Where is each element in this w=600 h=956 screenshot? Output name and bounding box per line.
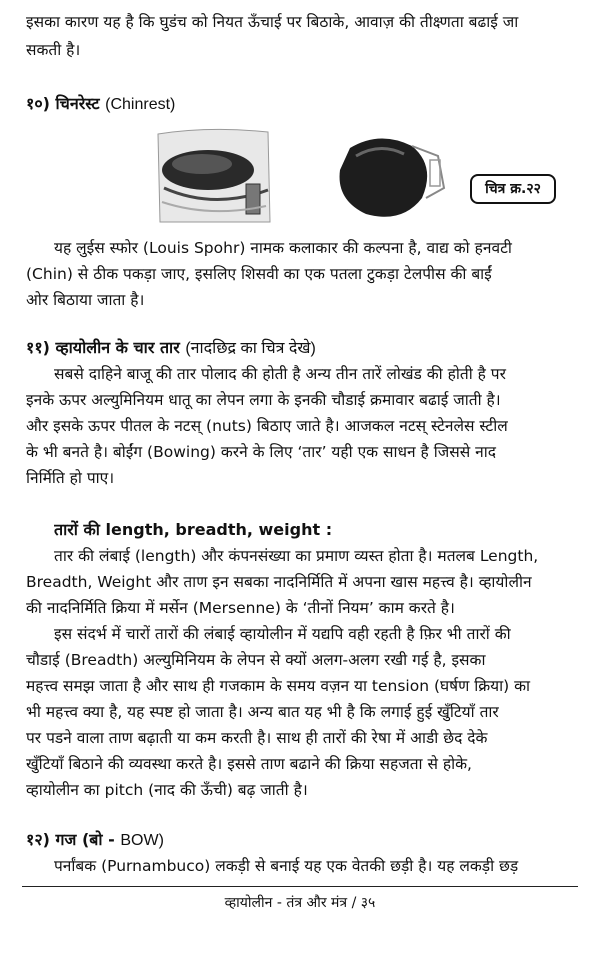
text-line: Breadth, Weight और ताण इन सबका नादनिर्मिति में अपना खास महत्त्व है। व्हायोलीन [26,573,532,591]
section-heading-four-strings [26,336,576,361]
text-line: चौडाई (Breadth) अल्युमिनियम के लेपन से क्यों अलग-अलग रखी गई है, इसका [26,651,486,669]
heading-latin: BOW) [120,832,164,849]
heading-title: चिनरेस्ट [55,94,100,113]
subheading-string-dimensions: तारों की length, breadth, weight : [54,520,333,539]
heading-title: गज (बो - [55,830,115,849]
text-line: खुँटियाँ बिठाने की व्यवस्था करते है। इससे ताण बढाने की क्रिया सहजता से होके, [26,755,472,773]
text-line: पर पडने वाला ताण बढ़ाती या कम करती है। साथ ही तारों की रेषा में आडी छेद देके [26,729,488,747]
text-line: इस संदर्भ में चारों तारों की लंबाई व्हायोलीन में यद्यपि वही रहती है फ़िर भी तारों की [54,625,511,643]
section-heading-bow [26,828,576,853]
text-line: सकती है। [26,41,81,59]
section-heading-chinrest [26,92,576,117]
footer-rule [22,886,578,887]
heading-number: १०) [26,94,50,113]
text-line: तार की लंबाई (length) और कंपनसंख्या का प्रमाण व्यस्त होता है। मतलब Length, [54,547,539,565]
chinrest-figure [150,126,450,226]
text-line: और इसके ऊपर पीतल के नटस् (nuts) बिठाए जाते है। आजकल नटस् स्टेनलेस स्टील [26,417,508,435]
heading-number: १२) [26,830,50,849]
chinrest-photo [150,126,450,226]
text-line: सबसे दाहिने बाजू की तार पोलाद की होती है अन्य तीन तारें लोखंड की होती है पर [54,365,506,383]
text-line: के भी बनते है। बोईंग (Bowing) करने के लिए ‘तार’ यही एक साधन है जिससे नाद [26,443,496,461]
text-line: भी महत्त्व क्या है, यह स्पष्ट हो जाता है। अन्य बात यह भी है कि लगाई हुई खुँटियाँ तार [26,703,499,721]
heading-number: ११) [26,338,50,357]
text-line: इसका कारण यह है कि घुडंच को नियत ऊँचाई पर बिठाके, आवाज़ की तीक्ष्णता बढाई जा [26,13,519,31]
heading-title: व्हायोलीन के चार तार [55,338,180,357]
heading-latin: (Chinrest) [105,96,176,113]
text-line: पर्नांबक (Purnambuco) लकड़ी से बनाई यह एक वेतकी छड़ी है। यह लकड़ी छड़ [54,857,519,875]
text-line: यह लुईस स्फोर (Louis Spohr) नामक कलाकार की कल्पना है, वाद्य को हनवटी [54,239,512,257]
text-line: निर्मिति हो पाए। [26,469,115,487]
text-line: इनके ऊपर अल्युमिनियम धातू का लेपन लगा के इनकी चौडाई क्रमावार बढाई जाती है। [26,391,501,409]
figure-label: चित्र क्र.२२ [470,174,556,204]
text-line: (Chin) से ठीक पकड़ा जाए, इसलिए शिसवी का एक पतला टुकड़ा टेलपीस की बाईं [26,265,492,283]
heading-note: (नादछिद्र का चित्र देखे) [185,340,316,357]
text-line: व्हायोलीन का pitch (नाद की ऊँची) बढ़ जाती है। [26,781,308,799]
text-line: ओर बिठाया जाता है। [26,291,145,309]
page-footer: व्हायोलीन - तंत्र और मंत्र / ३५ [224,895,376,911]
text-line: की नादनिर्मिति क्रिया में मर्सेन (Mersenne) के ‘तीनों नियम’ काम करते है। [26,599,455,617]
text-line: महत्त्व समझ जाता है और साथ ही गजकाम के समय वज़न या tension (घर्षण क्रिया) का [26,677,531,695]
